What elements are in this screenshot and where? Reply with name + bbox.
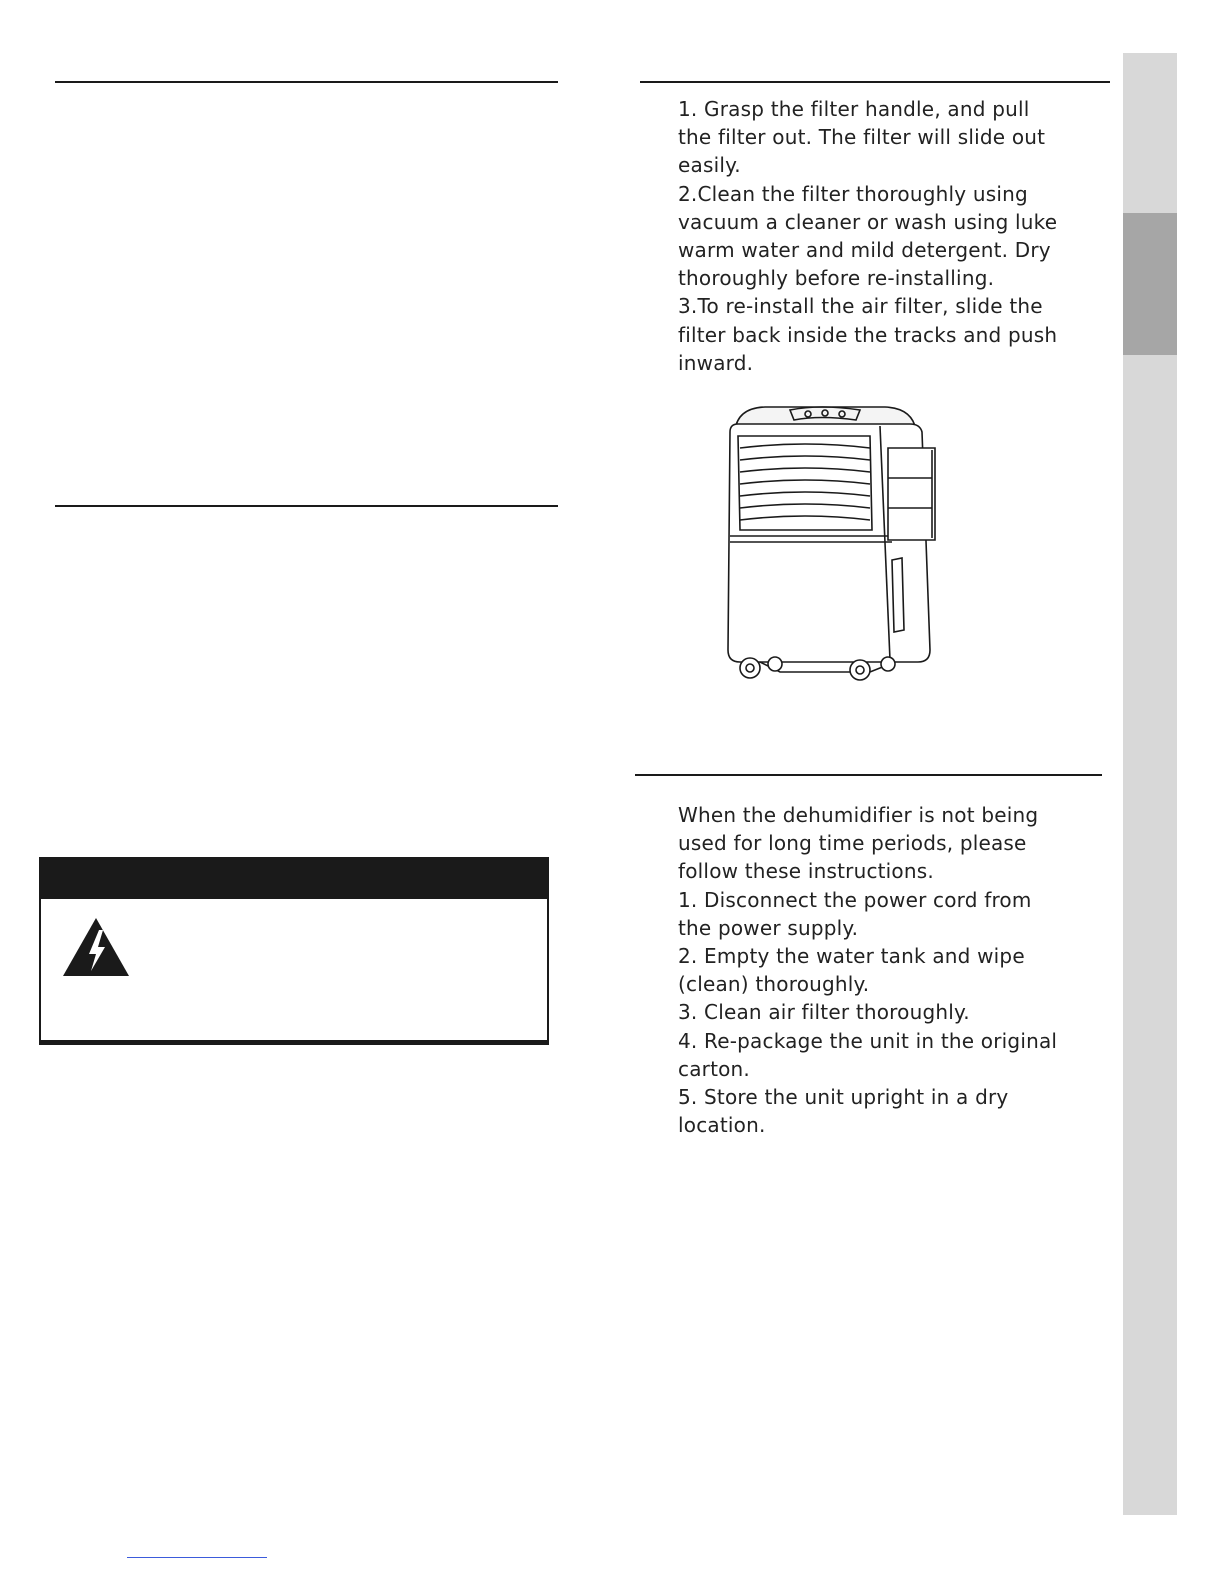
- filter-line: 1. Grasp the filter handle, and pull: [678, 97, 1030, 121]
- storage-line: 3. Clean air filter thoroughly.: [678, 1000, 970, 1025]
- filter-line: thoroughly before re-installing.: [678, 266, 995, 291]
- storage-instructions: [678, 801, 1057, 1139]
- footer-link-underline[interactable]: [127, 1557, 267, 1558]
- storage-line: 5. Store the unit upright in a dry: [678, 1085, 1009, 1110]
- filter-line: easily.: [678, 153, 741, 178]
- storage-line: follow these instructions.: [678, 859, 934, 884]
- storage-line: used for long time periods, please: [678, 831, 1027, 856]
- storage-line: 1. Disconnect the power cord from: [678, 887, 1032, 912]
- storage-line: carton.: [678, 1056, 750, 1081]
- filter-line: inward.: [678, 350, 754, 375]
- filter-line: vacuum a cleaner or wash using luke: [678, 209, 1058, 234]
- storage-line: When the dehumidifier is not being: [678, 803, 1039, 827]
- warning-box: [39, 857, 549, 1045]
- filter-line: the filter out. The filter will slide out: [678, 125, 1046, 150]
- dehumidifier-with-filter-icon: [720, 400, 945, 685]
- filter-instructions: [678, 95, 1057, 377]
- side-tab-active: [1123, 213, 1177, 355]
- section-rule-right-bottom: [635, 774, 1102, 776]
- section-rule-right-top: [640, 81, 1110, 83]
- filter-line: 3.To re-install the air filter, slide the: [678, 294, 1043, 319]
- storage-line: the power supply.: [678, 915, 859, 940]
- storage-line: 2. Empty the water tank and wipe: [678, 944, 1025, 969]
- electric-shock-warning-icon: [61, 916, 131, 978]
- filter-line: filter back inside the tracks and push: [678, 322, 1058, 347]
- warning-header-bar: [41, 859, 547, 899]
- storage-line: 4. Re-package the unit in the original: [678, 1028, 1058, 1053]
- storage-line: (clean) thoroughly.: [678, 972, 870, 997]
- section-rule-left-middle: [55, 505, 558, 507]
- filter-line: 2.Clean the filter thoroughly using: [678, 181, 1028, 206]
- section-rule-left-top: [55, 81, 558, 83]
- filter-line: warm water and mild detergent. Dry: [678, 238, 1051, 263]
- storage-line: location.: [678, 1113, 766, 1138]
